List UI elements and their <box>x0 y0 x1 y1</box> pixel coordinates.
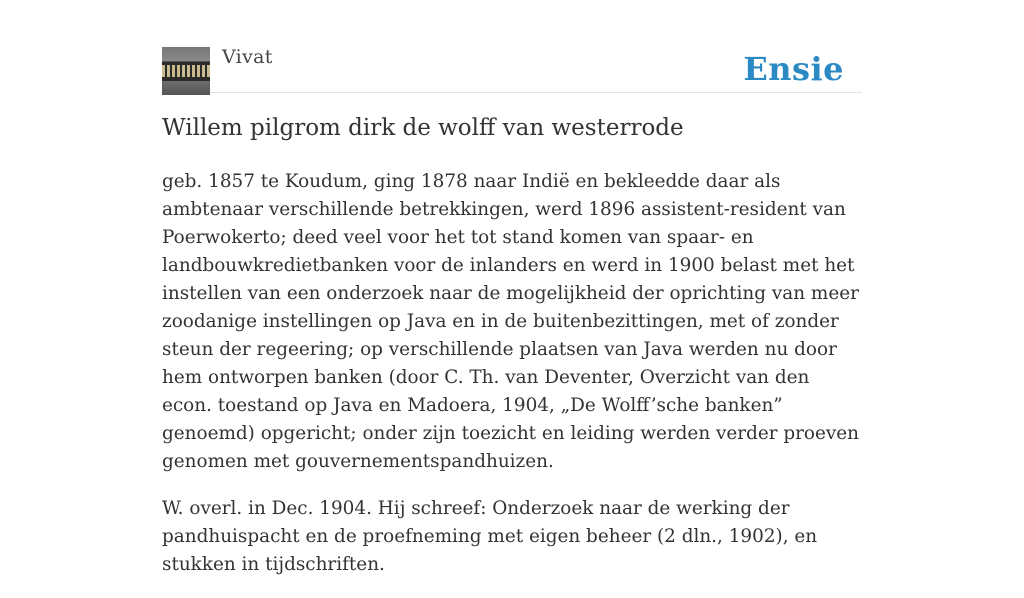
article-paragraph: W. overl. in Dec. 1904. Hij schreef: Onderzoek naar de werking der pandhuispacht en de proefneming met eigen beheer (2 dln., 1902), en stukken in tijdschriften. <box>162 498 818 575</box>
article-title: Willem pilgrom dirk de wolff van westerrode <box>162 115 684 141</box>
article-paragraph: geb. 1857 te Koudum, ging 1878 naar Indië en bekleedde daar als ambtenaar verschillende betrekkingen, werd 1896 assistent-resident van Poerwokerto; deed veel voor het tot stand komen van spaar- en landbouwkredietbanken voor de inlanders en werd in 1900 belast met het instellen van een onderzoek naar de mogelijkheid der oprichting van meer zoodanige instellingen op Java en in de buitenbezittingen, met of zonder steun der regeering; op verschillende plaatsen van Java werden nu door hem ontworpen banken (door C. Th. van Deventer, Overzicht van den econ. toestand op Java en Madoera, 1904, „De Wolff’sche banken” genoemd) opgericht; onder zijn toezicht en leiding werden verder proeven genomen met gouvernementspandhuizen. <box>162 171 860 472</box>
header <box>162 0 862 93</box>
brand-logo[interactable]: Ensie <box>743 50 844 88</box>
author-avatar[interactable] <box>162 47 210 95</box>
author-name[interactable]: Vivat <box>222 46 273 68</box>
avatar-image <box>162 47 210 95</box>
article-body <box>162 168 862 598</box>
page <box>162 0 862 575</box>
